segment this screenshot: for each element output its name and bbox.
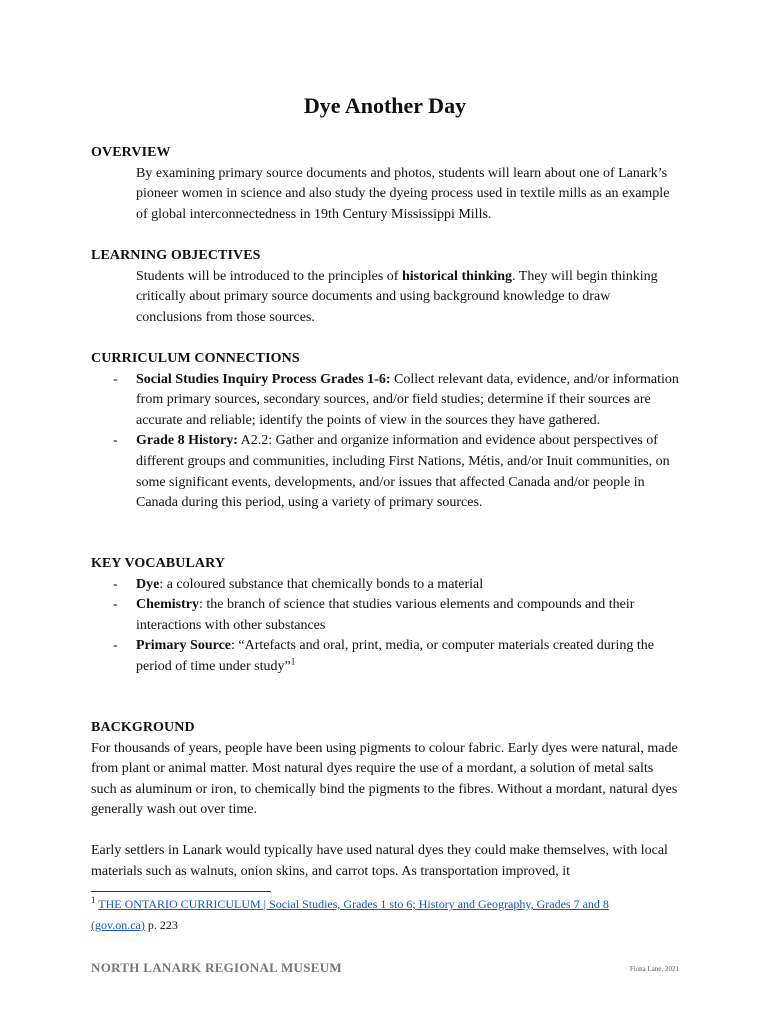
footnote-ref[interactable]: 1 <box>290 656 296 667</box>
footnote <box>91 894 651 936</box>
learning-objectives-text-after: . They will begin thinking critically about primary source documents and using background knowledge to draw conclusions from those sources. <box>136 268 658 325</box>
author-credit: Fiona Lane, 2021 <box>629 965 679 973</box>
background-paragraph: For thousands of years, people have been using pigments to colour fabric. Early dyes were natural, made from plant or animal matter. Most natural dyes require the use of a mordant, a solution of metal salts such as aluminum or iron, to chemically bind the pigments to the fibres. Without a mordant, natural dyes generally wash out over time. <box>91 740 678 818</box>
bullet-dash: - <box>113 433 118 449</box>
bullet-dash: - <box>113 576 118 592</box>
page-title: Dye Another Day <box>303 93 467 118</box>
curriculum-text: A2.2: Gather and organize information and evidence about perspectives of different groups and communities, including First Nations, Métis, and/or Inuit communities, on some significant events, developments, and/or issues that affected Canada and/or people in Canada during this period, using a variety of primary sources. <box>136 433 670 511</box>
footnote-number: 1 <box>91 895 96 905</box>
museum-name-footer: NORTH LANARK REGIONAL MUSEUM <box>91 960 342 975</box>
vocabulary-term: Dye <box>136 576 160 592</box>
curriculum-section <box>91 349 691 514</box>
background-paragraph: Early settlers in Lanark would typically have used natural dyes they could make themselves, with local materials such as walnuts, onion skins, and carrot tops. As transportation improved, it <box>91 842 668 879</box>
overview-text: By examining primary source documents and photos, students will learn about one of Lanark’s pioneer women in science and also study the dyeing process used in textile mills as an example of global interconnectedness in 19th Century Mississippi Mills. <box>136 165 670 222</box>
historical-thinking-term: historical thinking <box>401 268 513 284</box>
curriculum-term: Social Studies Inquiry Process Grades 1-6: <box>136 371 391 387</box>
vocabulary-list <box>91 575 691 678</box>
learning-objectives-section <box>91 246 691 328</box>
vocabulary-section <box>91 554 691 678</box>
vocabulary-heading: KEY VOCABULARY <box>91 556 226 571</box>
footnote-divider <box>91 891 271 892</box>
vocabulary-item <box>91 595 681 636</box>
overview-heading: OVERVIEW <box>91 145 171 160</box>
curriculum-link[interactable]: THE ONTARIO CURRICULUM | Social Studies, Grades 1 sto 6; History and Geography, Grades 7 and 8 (gov.on.ca) <box>91 897 609 932</box>
background-section <box>91 718 691 882</box>
curriculum-list <box>91 370 691 514</box>
bullet-dash: - <box>113 638 118 654</box>
vocabulary-definition: : the branch of science that studies various elements and compounds and their interactions with other substances <box>136 597 635 633</box>
background-heading: BACKGROUND <box>91 720 195 735</box>
learning-objectives-heading: LEARNING OBJECTIVES <box>91 248 261 263</box>
learning-objectives-text <box>91 267 676 329</box>
curriculum-term: Grade 8 History: <box>136 433 238 449</box>
footnote-page: p. 223 <box>144 918 178 932</box>
vocabulary-term: Chemistry <box>136 597 199 613</box>
vocabulary-definition: : a coloured substance that chemically bonds to a material <box>159 576 484 592</box>
curriculum-item <box>91 370 681 432</box>
bullet-dash: - <box>113 371 118 387</box>
vocabulary-definition: : “Artefacts and oral, print, media, or computer materials created during the period of time under study” <box>136 638 654 674</box>
vocabulary-item <box>91 636 681 677</box>
curriculum-text: Collect relevant data, evidence, and/or information from primary sources, secondary sources, and/or field studies; determine if their sources are accurate and reliable; identify the points of view in the sources they have gathered. <box>136 371 679 428</box>
vocabulary-term: Primary Source <box>136 638 231 654</box>
curriculum-heading: CURRICULUM CONNECTIONS <box>91 351 300 366</box>
vocabulary-item <box>91 575 681 596</box>
learning-objectives-text-before: Students will be introduced to the principles of <box>136 268 402 284</box>
curriculum-item <box>91 431 681 513</box>
overview-section <box>91 143 691 225</box>
bullet-dash: - <box>113 597 118 613</box>
